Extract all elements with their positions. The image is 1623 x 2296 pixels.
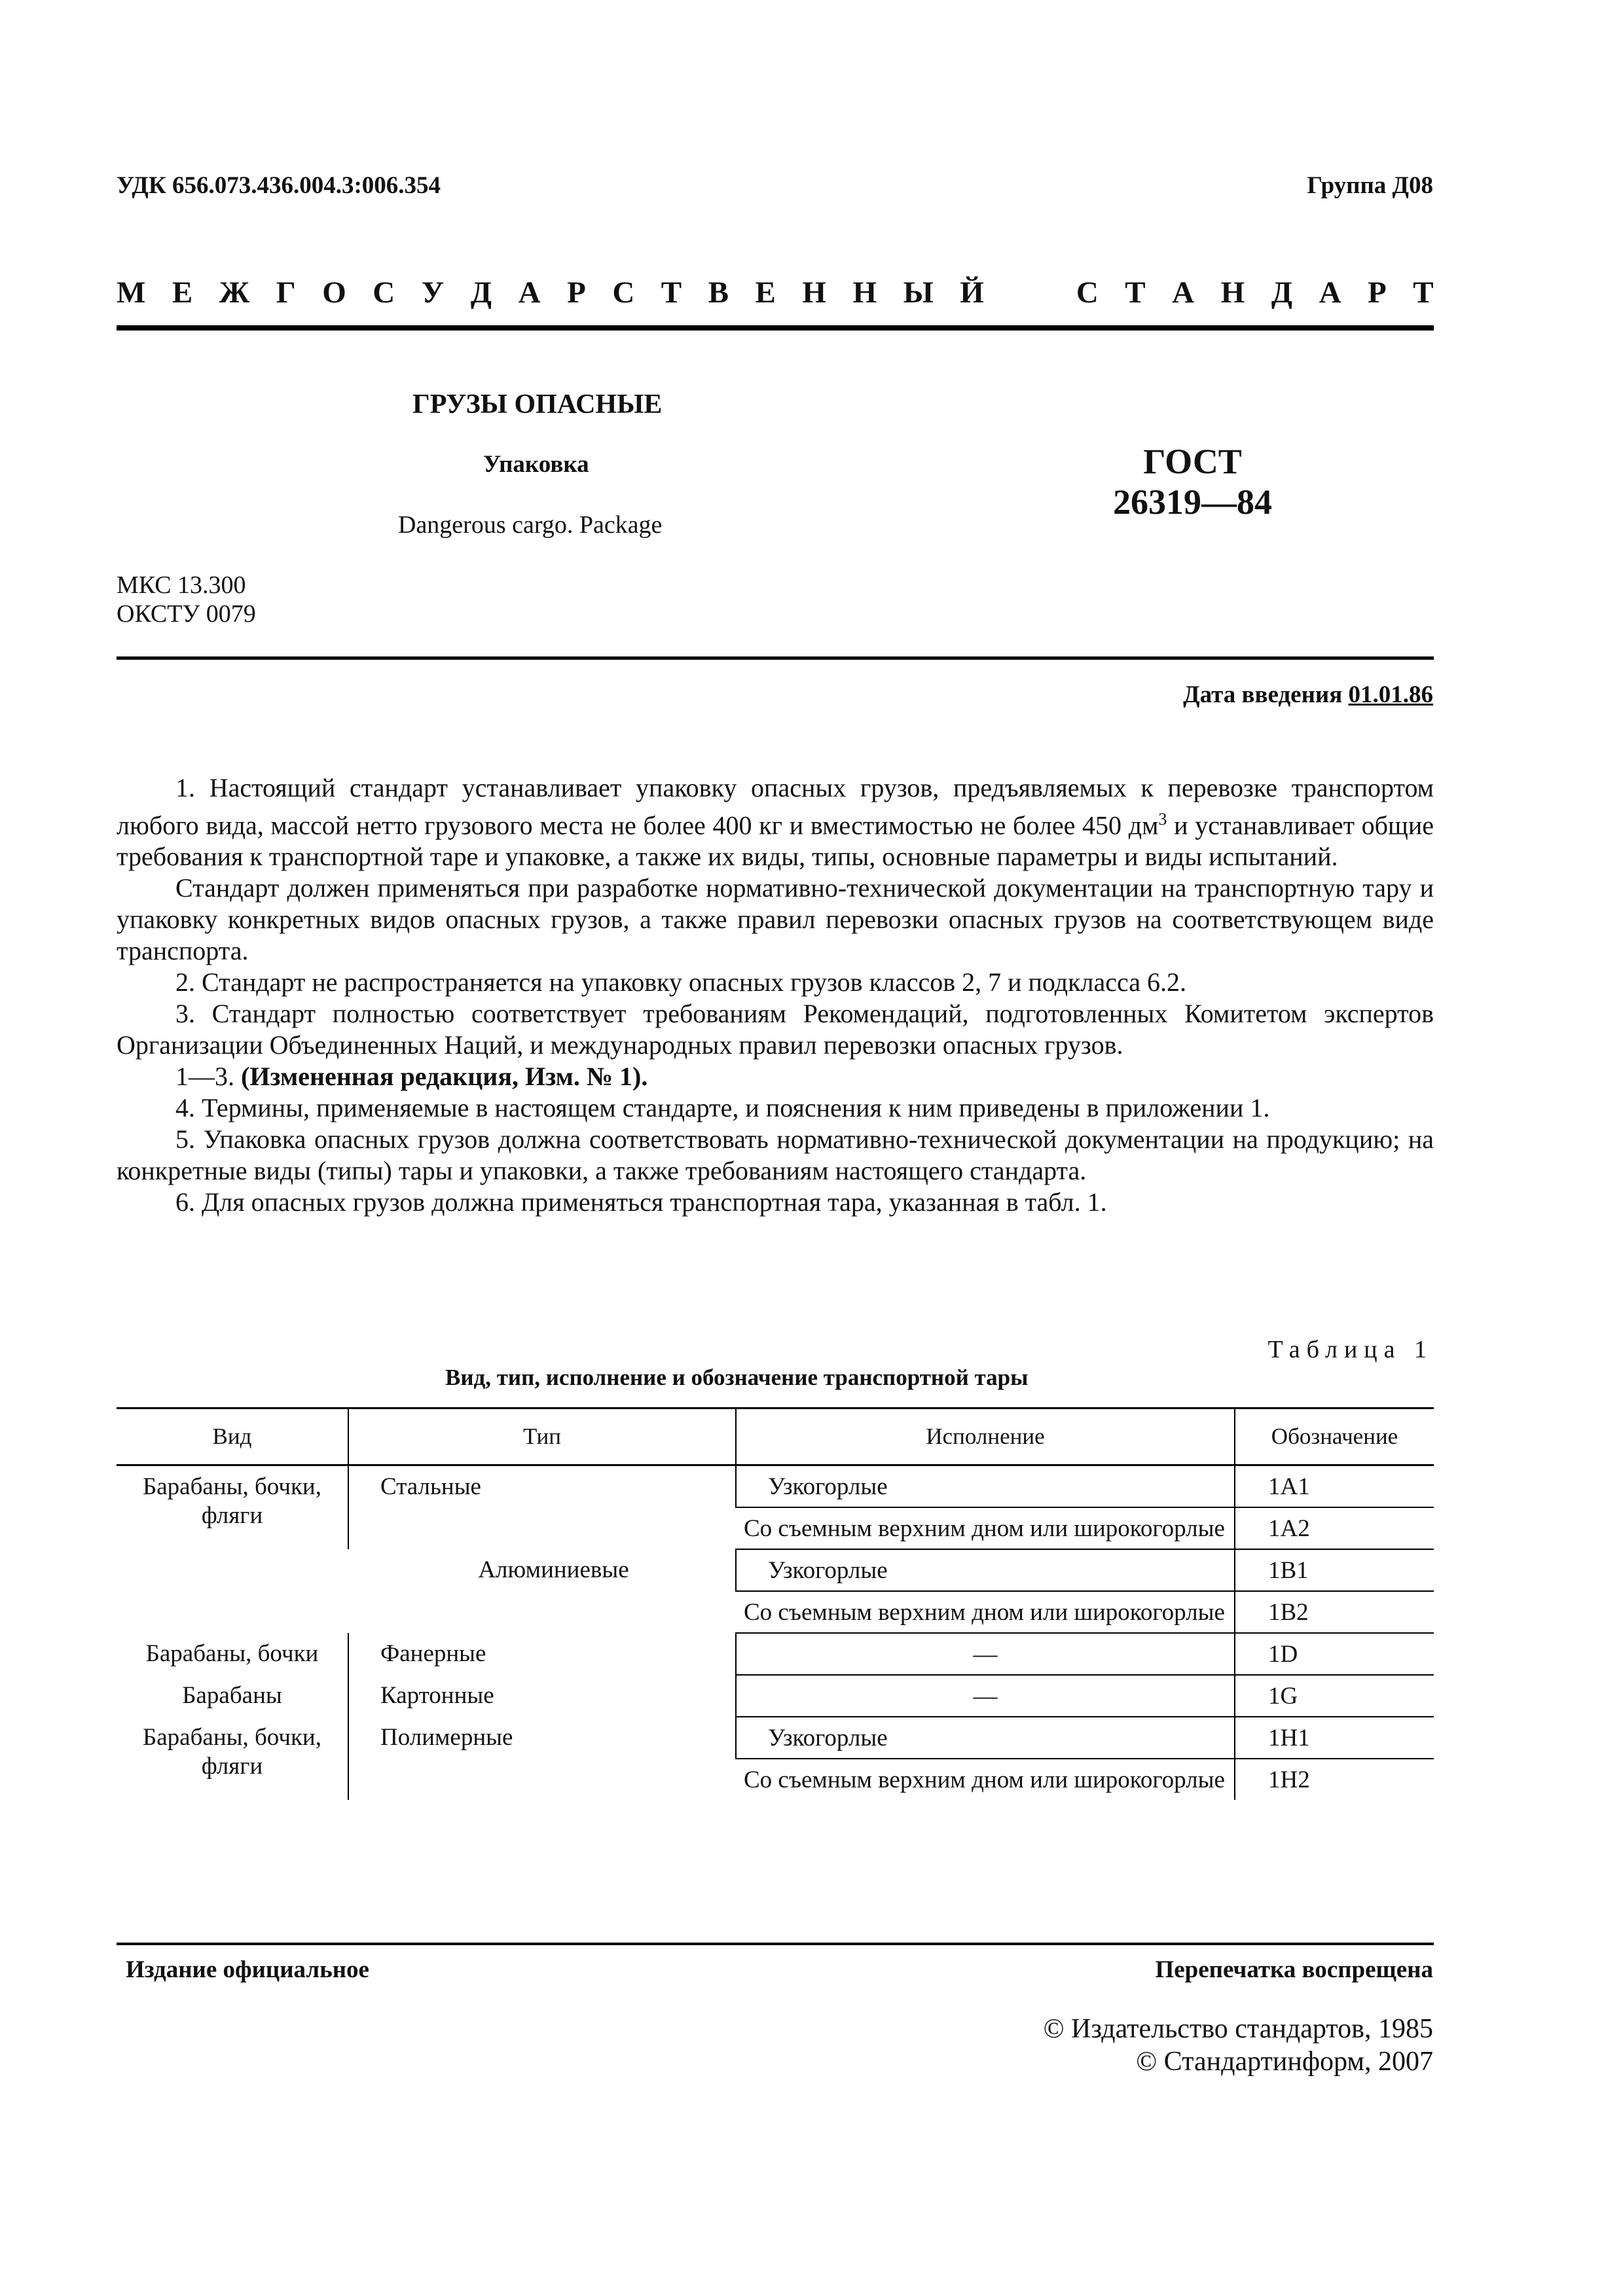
table-cell: 1A2 <box>1235 1507 1434 1549</box>
word-gap <box>1010 275 1049 310</box>
table-cell: — <box>736 1633 1235 1675</box>
table-cell: 1H2 <box>1235 1759 1434 1800</box>
okstu-code: ОКСТУ 0079 <box>117 600 256 628</box>
table-number: Таблица 1 <box>1267 1336 1433 1363</box>
paragraph: 6. Для опасных грузов должна применяться транспортная тара, указанная в табл. 1. <box>175 1187 1107 1217</box>
heading-letter: Е <box>755 276 776 310</box>
heading-letter: Н <box>852 276 877 310</box>
reprint-prohibited: Перепечатка воспрещена <box>1155 1956 1433 1983</box>
english-title: Dangerous cargo. Package <box>398 511 663 539</box>
table-cell: Со съемным верхним дном или широкогорлые <box>736 1591 1235 1633</box>
official-edition: Издание официальное <box>126 1956 369 1983</box>
table-cell: Барабаны, бочки, фляги <box>142 1473 321 1529</box>
heading-letter: А <box>518 276 541 310</box>
copyright-line: © Стандартинформ, 2007 <box>1136 2047 1433 2077</box>
table-cell: Барабаны, бочки <box>145 1640 319 1667</box>
heading-letter: Д <box>1271 276 1293 310</box>
column-header: Тип <box>348 1408 736 1465</box>
table-cell <box>736 1549 1235 1591</box>
heading-letter: С <box>1076 276 1099 310</box>
table-cell: 1B2 <box>1235 1591 1434 1633</box>
paragraph-text: 1. Настоящий стандарт устанавливает упаковку опасных грузов, предъявляемых к перевозке транспортом любого вида, массой нетто грузового места не более 400 кг и вместимостью не более 450 дм <box>117 773 1434 840</box>
table-cell <box>736 1717 1235 1759</box>
table-title: Вид, тип, исполнение и обозначение транспортной тары <box>445 1365 1029 1390</box>
heading-letter: Р <box>567 276 586 310</box>
date-label: Дата введения <box>1183 681 1343 708</box>
table-cell: Со съемным верхним дном или широкогорлые <box>744 1767 1225 1793</box>
heading-letter: Т <box>1125 276 1146 310</box>
date-value: 01.01.86 <box>1348 681 1433 708</box>
table-cell: Со съемным верхним дном или широкогорлые <box>736 1507 1235 1549</box>
table-cell: 1B1 <box>1235 1549 1434 1591</box>
udk-code: УДК 656.073.436.004.3:006.354 <box>117 172 441 199</box>
heading-letter: Д <box>470 276 492 310</box>
cell-text: Узкогорлые <box>768 1725 888 1751</box>
header-rule <box>117 325 1434 331</box>
table-cell: Барабаны, бочки, фляги <box>142 1724 321 1780</box>
column-header: Вид <box>117 1408 348 1465</box>
amendment-note: (Измененная редакция, Изм. № 1). <box>241 1062 648 1092</box>
gost-number: 26319—84 <box>1113 482 1272 522</box>
mks-code: МКС 13.300 <box>117 571 246 599</box>
cell-text: Узкогорлые <box>768 1557 888 1584</box>
heading-letter: О <box>322 276 346 310</box>
table-cell: 1D <box>1235 1633 1434 1675</box>
interstate-standard-heading <box>117 275 1434 310</box>
gost-label: ГОСТ <box>1143 442 1242 481</box>
group-code: Группа Д08 <box>1307 172 1433 199</box>
table-cell: Барабаны <box>182 1682 282 1709</box>
column-header: Исполнение <box>736 1408 1235 1465</box>
table-cell: 1A1 <box>1235 1465 1434 1508</box>
copyright-block <box>1044 2013 1433 2078</box>
standard-title: ГРУЗЫ ОПАСНЫЕ <box>412 389 663 420</box>
table-cell: 1H1 <box>1235 1717 1434 1759</box>
paragraph: 4. Термины, применяемые в настоящем стандарте, и пояснения к ним приведены в приложении 1. <box>175 1093 1270 1123</box>
paragraph-text: и устанавливает общие требования к транспортной таре и упаковке, а также их виды, типы, основные параметры и виды испытаний. <box>117 810 1434 872</box>
cell-text: Узкогорлые <box>768 1473 888 1500</box>
heading-letter: С <box>612 276 635 310</box>
paragraph-number: 1—3. <box>175 1062 241 1092</box>
heading-letter: Н <box>1220 276 1245 310</box>
heading-letter: Г <box>276 276 296 310</box>
superscript: 3 <box>1158 810 1167 829</box>
packaging-table <box>117 1407 1434 1800</box>
table-cell: 1G <box>1235 1675 1434 1717</box>
table-row <box>117 1717 1434 1759</box>
heading-letter: В <box>708 276 729 310</box>
paragraph <box>117 772 1434 872</box>
heading-letter: Р <box>1368 276 1387 310</box>
footer-rule <box>117 1943 1434 1945</box>
table-cell <box>736 1465 1235 1508</box>
standard-subtitle: Упаковка <box>483 451 589 478</box>
heading-letter: Н <box>802 276 826 310</box>
table-cell: Стальные <box>348 1465 736 1550</box>
heading-letter: Ы <box>903 276 934 310</box>
paragraph <box>117 1061 1434 1092</box>
gost-designation <box>1113 441 1272 522</box>
table-cell: Картонные <box>348 1675 736 1717</box>
introduction-date <box>1183 681 1433 709</box>
heading-letter: А <box>1319 276 1341 310</box>
copyright-line: © Издательство стандартов, 1985 <box>1043 2014 1433 2044</box>
table-row <box>117 1633 1434 1675</box>
paragraph: 5. Упаковка опасных грузов должна соответствовать нормативно-технической документации на продукцию; на конкретные виды (типы) тары и упаковки, а также требованиям настоящего стандарта. <box>117 1124 1434 1186</box>
heading-letter: Ж <box>219 276 250 310</box>
table-row <box>117 1465 1434 1508</box>
body-text <box>117 772 1434 1218</box>
heading-letter: М <box>117 276 146 310</box>
heading-letter: Й <box>960 276 984 310</box>
heading-letter: Е <box>172 276 193 310</box>
table-cell: — <box>736 1675 1235 1717</box>
table-cell: Полимерные <box>348 1717 736 1800</box>
classification-codes <box>117 571 256 628</box>
heading-letter: Т <box>1413 276 1434 310</box>
table-header-row <box>117 1408 1434 1465</box>
heading-letter: С <box>373 276 395 310</box>
table-row <box>117 1675 1434 1717</box>
table-cell: Фанерные <box>348 1633 736 1675</box>
paragraph: Стандарт должен применяться при разработке нормативно-технической документации на транспортную тару и упаковку конкретных видов опасных грузов, а также правил перевозки опасных грузов на соответствующем виде транспорта. <box>117 873 1434 966</box>
table-cell: Алюминиевые <box>478 1556 629 1583</box>
paragraph: 3. Стандарт полностью соответствует требованиям Рекомендаций, подготовленных Комитетом экспертов Организации Объединенных Наций, и международных правил перевозки опасных грузов. <box>117 999 1434 1060</box>
title-rule <box>117 656 1434 660</box>
heading-letter: У <box>421 276 445 310</box>
heading-letter: Т <box>661 276 682 310</box>
paragraph: 2. Стандарт не распространяется на упаковку опасных грузов классов 2, 7 и подкласса 6.2. <box>175 967 1187 997</box>
column-header: Обозначение <box>1235 1408 1434 1465</box>
heading-letter: А <box>1172 276 1195 310</box>
